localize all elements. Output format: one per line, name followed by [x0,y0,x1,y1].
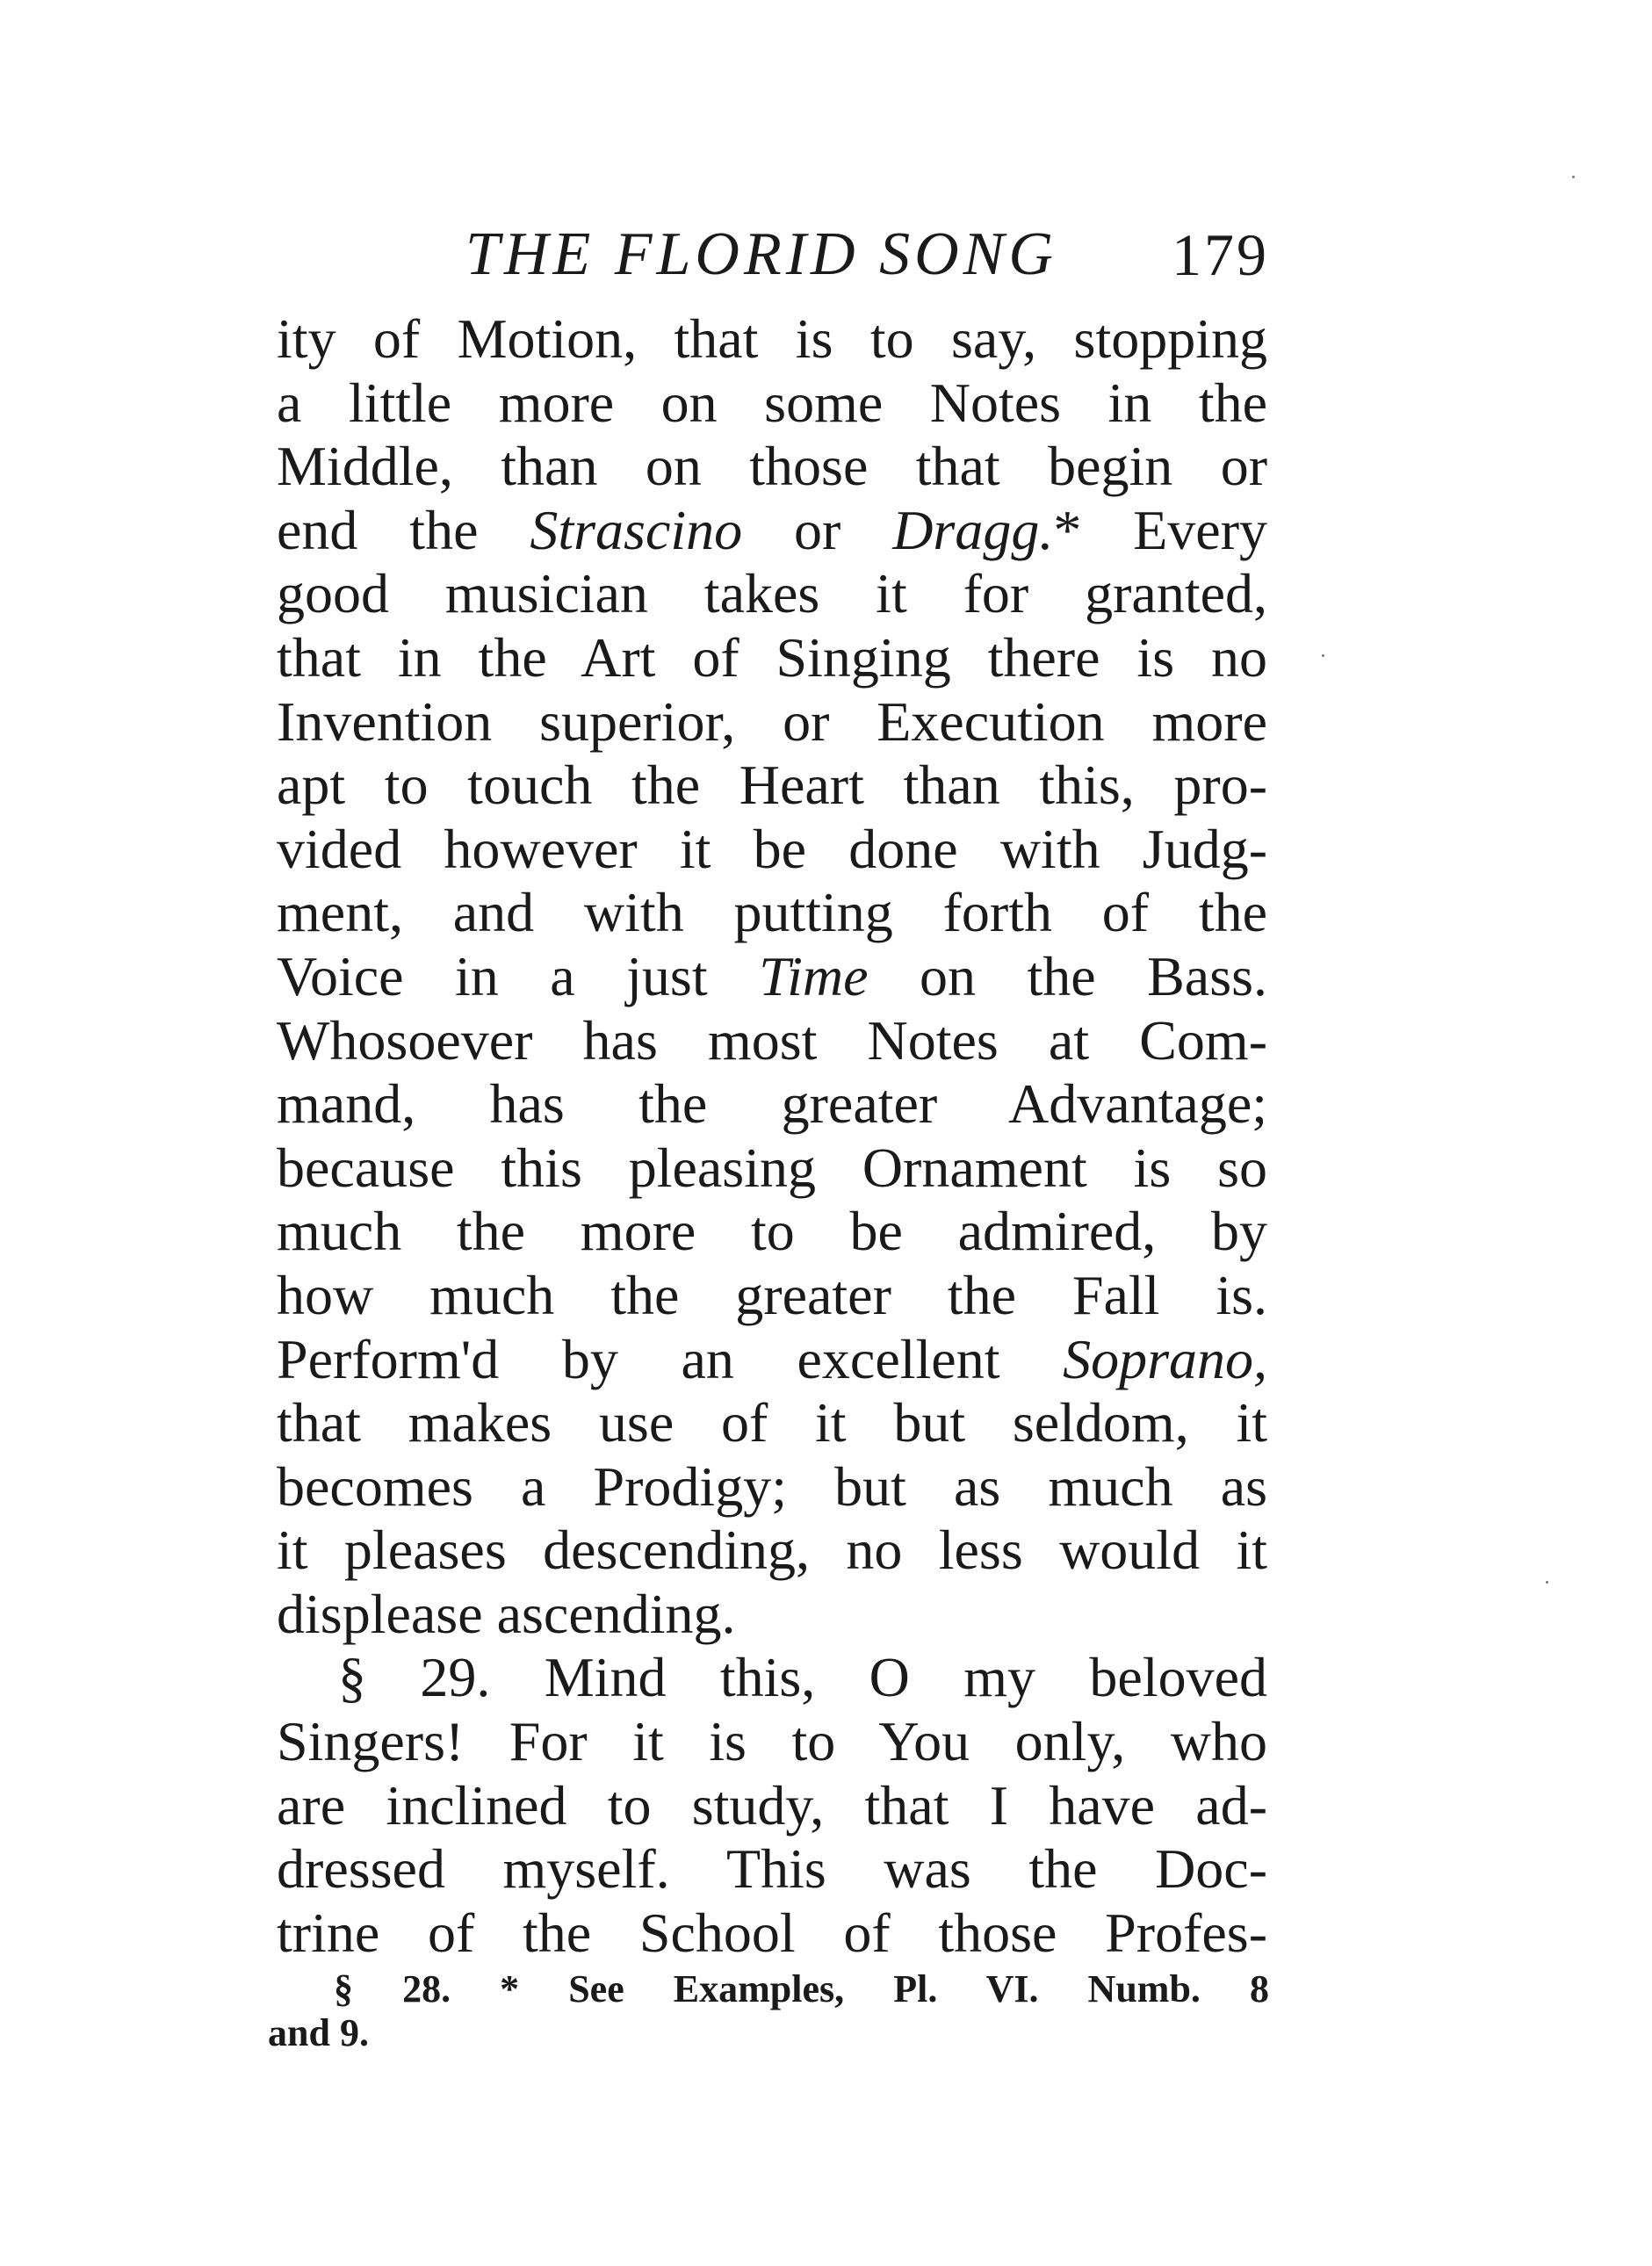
text-line: end the Strascino or Dragg.* Every [277,498,1267,561]
text-line: mand, has the greater Advantage; [277,1072,1267,1136]
text-line: dressed myself. This was the Doc- [277,1837,1267,1901]
text-line: Voice in a just Time on the Bass. [277,944,1267,1007]
running-title: THE FLORID SONG [465,220,1057,288]
body-text [277,307,1267,1965]
italic-term: Time [759,944,869,1007]
paper-speck [1572,176,1575,178]
text-line: are inclined to study, that I have ad- [277,1773,1267,1837]
text-line: that in the Art of Singing there is no [277,625,1267,689]
text-line: how much the greater the Fall is. [277,1263,1267,1326]
italic-term: Strascino [530,498,743,561]
text-line: vided however it be done with Judg- [277,817,1267,880]
text-line: ment, and with putting forth of the [277,881,1267,944]
text-line: becomes a Prodigy; but as much as [277,1454,1267,1518]
text-line: apt to touch the Heart than this, pro- [277,754,1267,817]
running-head [277,215,1269,294]
text-line: ity of Motion, that is to say, stopping [277,307,1267,370]
text-line: a little more on some Notes in the [277,371,1267,434]
text-line: Whosoever has most Notes at Com- [277,1008,1267,1072]
page-number: 179 [1172,221,1269,288]
paper-speck [1546,1581,1548,1584]
paper-speck [1322,654,1324,657]
text-line: Singers! For it is to You only, who [277,1710,1267,1773]
text-line: Invention superior, or Execution more [277,689,1267,753]
italic-term: Dragg. [892,498,1054,561]
text-line: it pleases descending, no less would it [277,1519,1267,1582]
footnote [268,1967,1269,2055]
text-line: Middle, than on those that begin or [277,435,1267,498]
text-line: good musician takes it for granted, [277,562,1267,625]
footnote-line: and 9. [268,2011,369,2054]
text-line: that makes use of it but seldom, it [277,1391,1267,1454]
italic-term: Soprano, [1063,1327,1267,1390]
text-line: much the more to be admired, by [277,1200,1267,1263]
text-line: Perform'd by an excellent Soprano, [277,1327,1267,1390]
text-line: displease ascending. [277,1582,736,1645]
footnote-line: § 28. * See Examples, Pl. VI. Numb. 8 [334,1967,1269,2010]
text-line: trine of the School of those Profes- [277,1901,1267,1964]
section-start-line: § 29. Mind this, O my beloved [338,1646,1267,1709]
text-line: because this pleasing Ornament is so [277,1136,1267,1199]
